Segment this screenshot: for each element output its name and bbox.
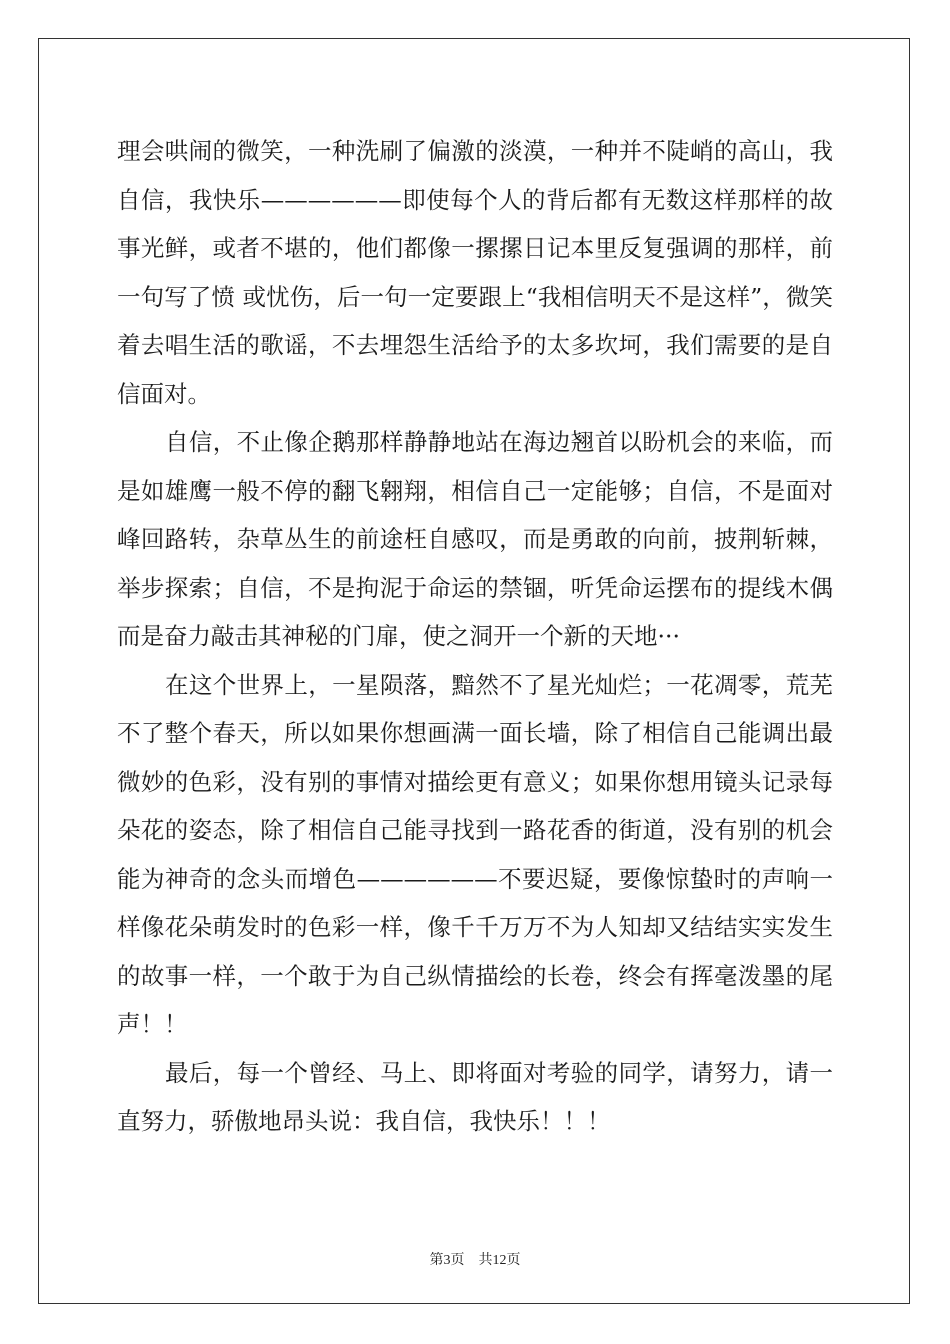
page-footer <box>0 1249 950 1269</box>
paragraph-4: 最后，每一个曾经、马上、即将面对考验的同学，请努力，请一直努力，骄傲地昂头说：我自信，我快乐！！！ <box>117 1058 833 1135</box>
paragraph-1: 理会哄闹的微笑，一种洗刷了偏激的淡漠，一种并不陡峭的高山，我自信，我快乐——————即使每个人的背后都有无数这样那样的故事光鲜，或者不堪的，他们都像一摞摞日记本里反复强调的那样，前一句写了愤 或忧伤，后一句一定要跟上“我相信明天不是这样”，微笑着去唱生活的歌谣，不去埋怨生活给予的太多坎坷，我们需要的是自信面对。 <box>117 137 833 408</box>
page-total: 共12页 <box>478 1253 521 1268</box>
document-body <box>117 127 833 1146</box>
paragraph-3: 在这个世界上，一星陨落，黯然不了星光灿烂；一花凋零，荒芜不了整个春天，所以如果你想画满一面长墙，除了相信自己能调出最微妙的色彩，没有别的事情对描绘更有意义；如果你想用镜头记录每朵花的姿态，除了相信自己能寻找到一路花香的街道，没有别的机会能为神奇的念头而增色——————不要迟疑，要像惊蛰时的声响一样像花朵萌发时的色彩一样，像千千万万不为人知却又结结实实发生的故事一样，一个敢于为自己纵情描绘的长卷，终会有挥毫泼墨的尾声！！ <box>117 670 833 1038</box>
page-number: 第3页 <box>429 1253 465 1268</box>
paragraph-2: 自信，不止像企鹅那样静静地站在海边翘首以盼机会的来临，而是如雄鹰一般不停的翻飞翱翔，相信自己一定能够；自信，不是面对峰回路转，杂草丛生的前途枉自感叹，而是勇敢的向前，披荆斩棘，举步探索；自信，不是拘泥于命运的禁锢，听凭命运摆布的提线木偶而是奋力敲击其神秘的门扉，使之洞开一个新的天地··· <box>117 428 833 650</box>
